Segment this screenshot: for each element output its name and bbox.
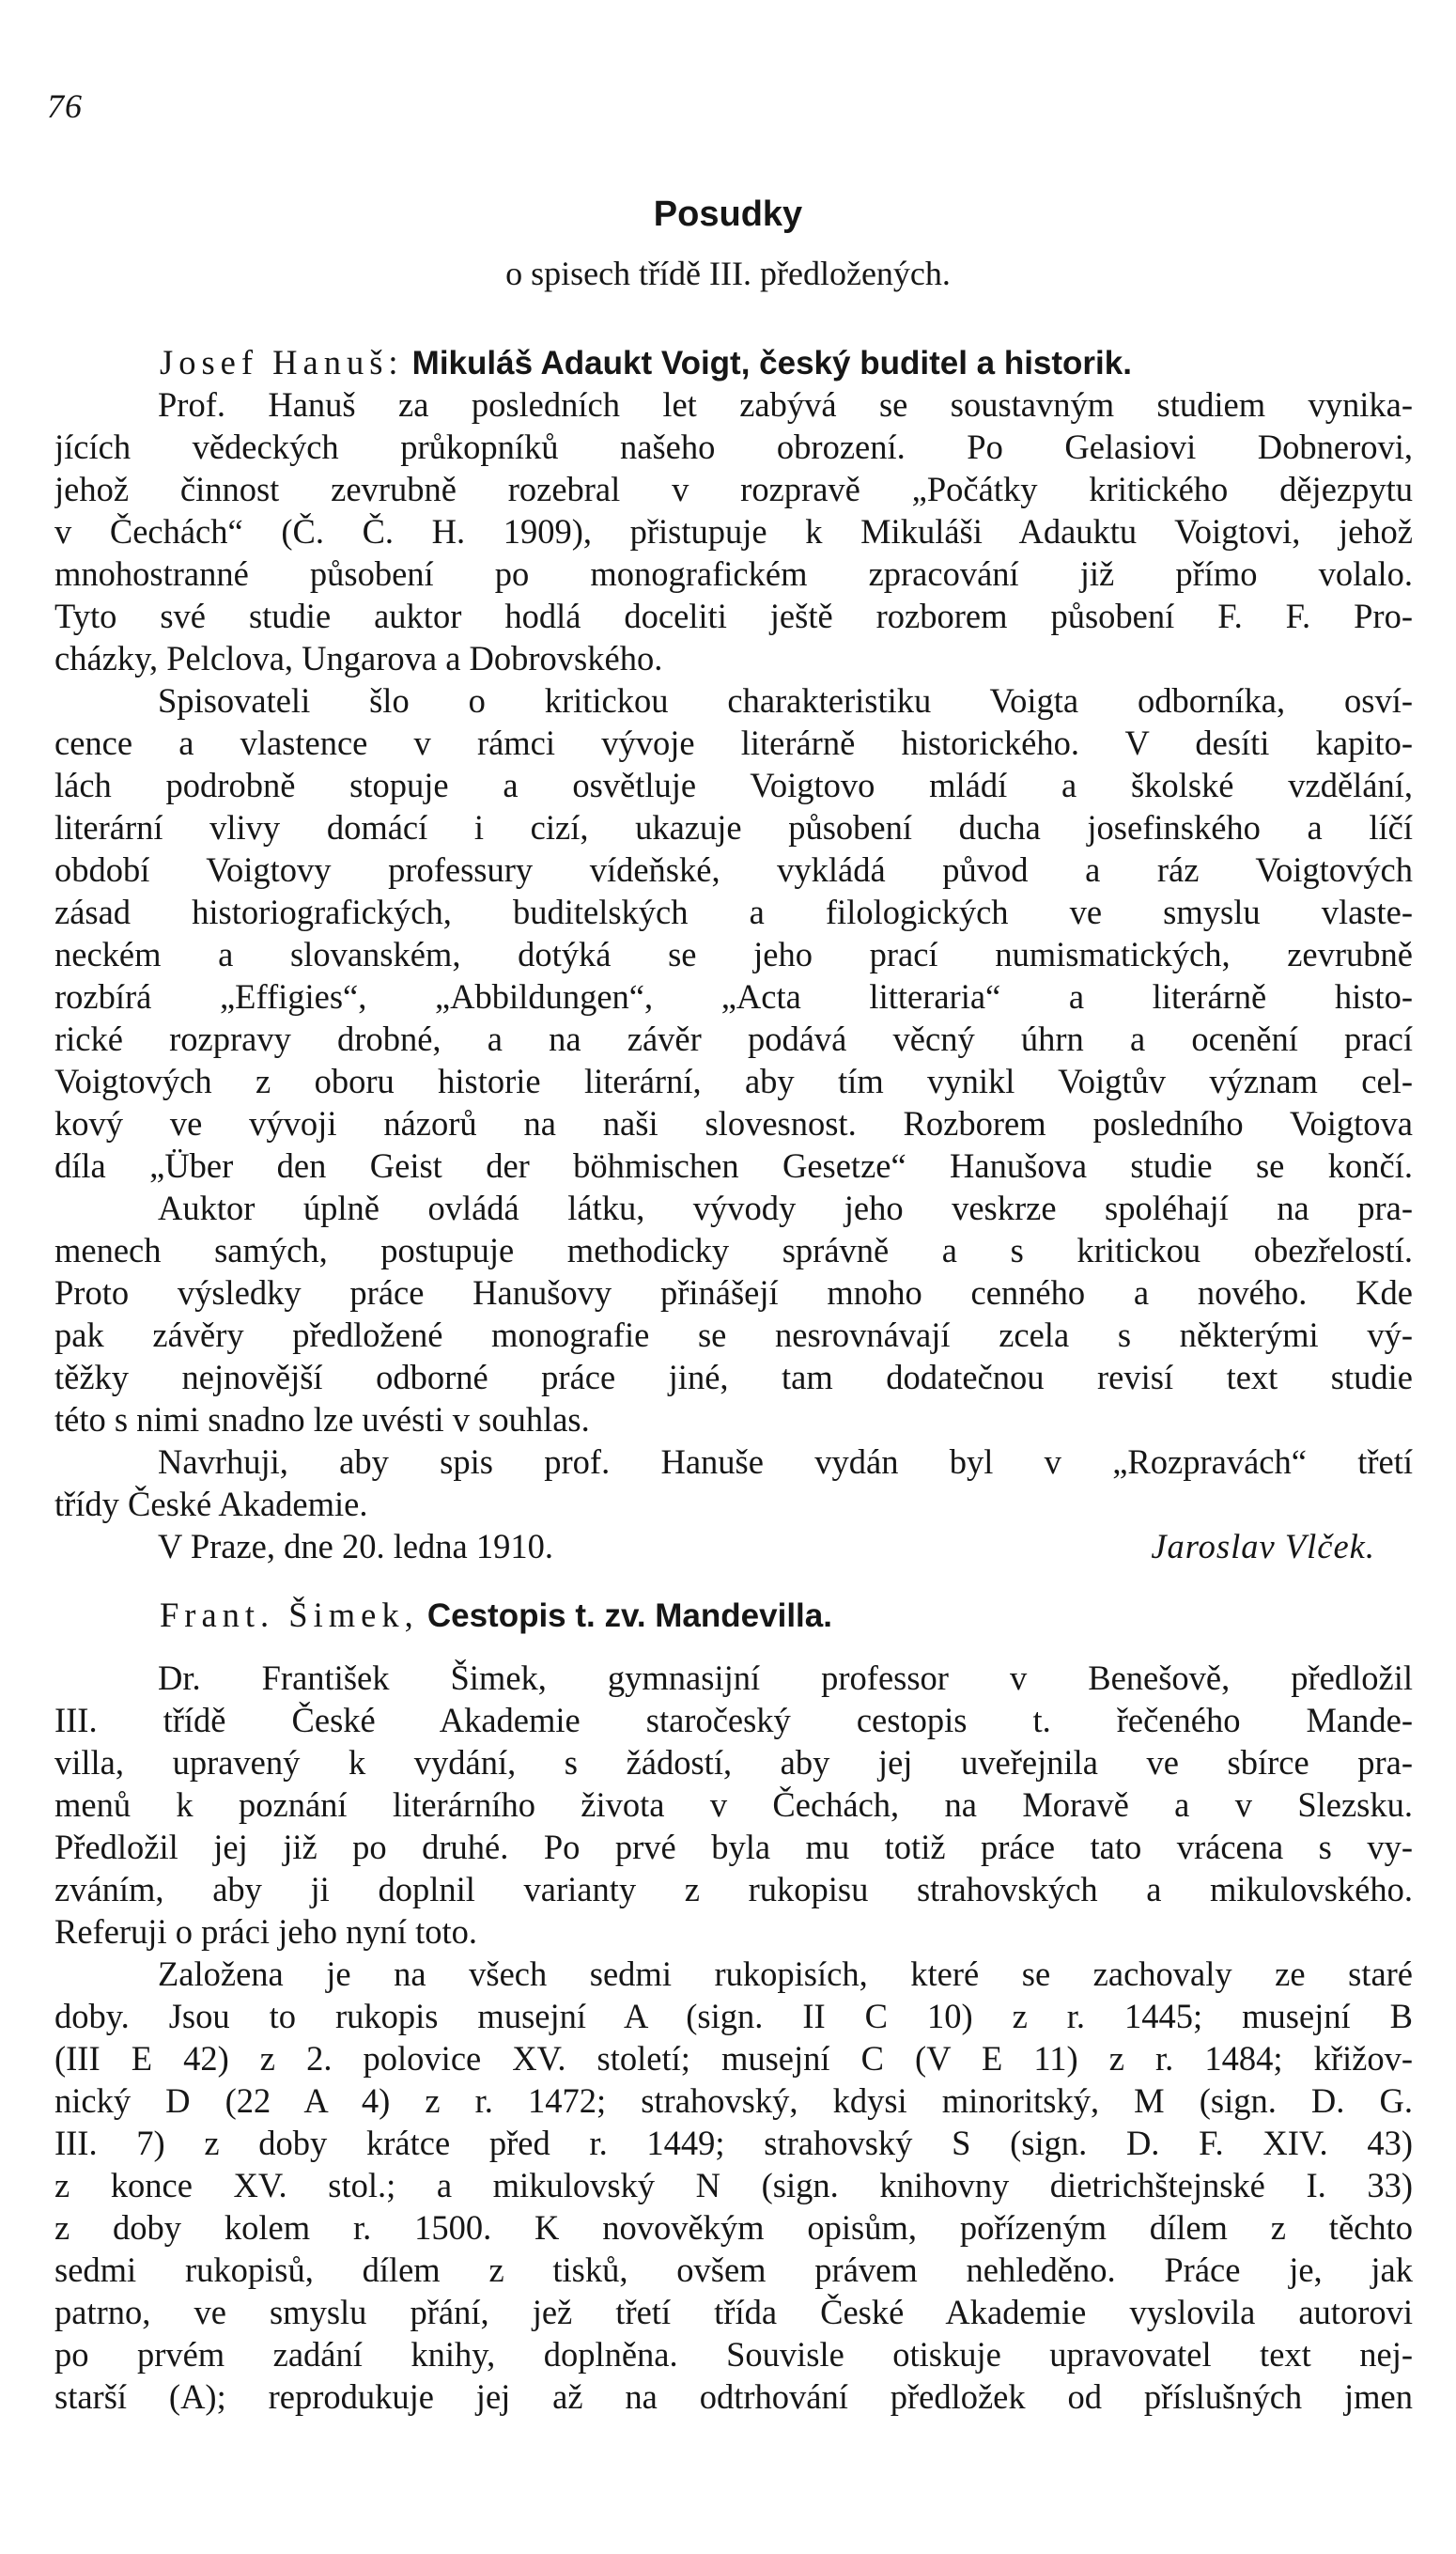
- review1-closing: [54, 1525, 1413, 1567]
- page-body: [54, 278, 1413, 2418]
- text-line: zásad historiografických, buditelských a filologických ve smyslu vlaste-: [54, 893, 1413, 931]
- text-line: starší (A); reprodukuje jej až na odtrhování předložek od příslušných jmen: [54, 2377, 1413, 2416]
- text-line: Dr. František Šimek, gymnasijní professor v Benešově, předložil: [158, 1659, 1413, 1697]
- review1-work-title: Mikuláš Adaukt Voigt, český buditel a historik.: [411, 345, 1132, 382]
- text-line: sedmi rukopisů, dílem z tisků, ovšem právem nehleděno. Práce je, jak: [54, 2250, 1413, 2289]
- review1-signature: Jaroslav Vlček.: [1151, 1527, 1375, 1565]
- text-line: Proto výsledky práce Hanušovy přinášejí mnoho cenného a nového. Kde: [54, 1273, 1413, 1312]
- text-line: této s nimi snadno lze uvésti v souhlas.: [54, 1400, 590, 1439]
- text-line: v Čechách“ (Č. Č. H. 1909), přistupuje k Mikuláši Adauktu Voigtovi, jehož: [54, 512, 1413, 551]
- text-line: zváním, aby ji doplnil varianty z rukopisu strahovských a mikulovského.: [54, 1870, 1413, 1908]
- review1-date: V Praze, dne 20. ledna 1910.: [158, 1527, 553, 1565]
- text-line: literární vlivy domácí i cizí, ukazuje působení ducha josefinského a líčí: [54, 808, 1413, 847]
- text-line: III. třídě České Akademie staročeský cestopis t. řečeného Mande-: [54, 1701, 1413, 1739]
- text-line: Auktor úplně ovládá látku, vývody jeho veskrze spoléhají na pra-: [158, 1189, 1413, 1227]
- text-line: Předložil jej již po druhé. Po prvé byla mu totiž práce tato vrácena s vy-: [54, 1828, 1413, 1866]
- text-line: kový ve vývoji názorů na naši slovesnost. Rozborem posledního Voigtova: [54, 1104, 1413, 1143]
- text-line: období Voigtovy professury vídeňské, vykládá původ a ráz Voigtových: [54, 850, 1413, 889]
- section-subtitle: o spisech třídě III. předložených.: [505, 255, 951, 292]
- page-number: 76: [47, 87, 83, 125]
- text-line: díla „Über den Geist der böhmischen Gesetze“ Hanušova studie se končí.: [54, 1146, 1413, 1185]
- text-line: Založena je na všech sedmi rukopisích, které se zachovaly ze staré: [158, 1954, 1413, 1993]
- text-line: rozbírá „Effigies“, „Abbildungen“, „Acta litteraria“ a literárně histo-: [54, 977, 1413, 1016]
- review2-heading: [54, 1594, 1413, 1636]
- text-line: z doby kolem r. 1500. K novověkým opisům, pořízeným dílem z těchto: [54, 2208, 1413, 2247]
- text-line: jehož činnost zevrubně rozebral v rozpravě „Počátky kritického dějezpytu: [54, 470, 1413, 508]
- text-line: lách podrobně stopuje a osvětluje Voigtovo mládí a školské vzdělání,: [54, 766, 1413, 804]
- review2-author: Frant. Šimek,: [160, 1596, 419, 1634]
- review1-heading: [54, 341, 1413, 383]
- text-line: pak závěry předložené monografie se nesrovnávají zcela s některými vý-: [54, 1316, 1413, 1354]
- section-title: Posudky: [653, 195, 803, 234]
- text-line: Tyto své studie auktor hodlá doceliti ještě rozborem působení F. F. Pro-: [54, 597, 1413, 635]
- text-line: Navrhuji, aby spis prof. Hanuše vydán byl v „Rozpravách“ třetí: [158, 1442, 1413, 1481]
- text-line: Spisovateli šlo o kritickou charakteristiku Voigta odborníka, osví-: [158, 681, 1413, 720]
- review1-text: [54, 383, 1413, 1567]
- review2-text: [54, 1657, 1413, 2418]
- text-line: těžky nejnovější odborné práce jiné, tam dodatečnou revisí text studie: [54, 1358, 1413, 1396]
- text-line: Prof. Hanuš za posledních let zabývá se soustavným studiem vynika-: [158, 385, 1413, 424]
- text-line: z konce XV. stol.; a mikulovský N (sign. knihovny dietrichštejnské I. 33): [54, 2166, 1413, 2204]
- text-line: neckém a slovanském, dotýká se jeho prací numismatických, zevrubně: [54, 935, 1413, 973]
- text-line: po prvém zadání knihy, doplněna. Souvisle otiskuje upravovatel text nej-: [54, 2335, 1413, 2374]
- text-line: villa, upravený k vydání, s žádostí, aby jej uveřejnila ve sbírce pra-: [54, 1743, 1413, 1782]
- text-line: nický D (22 A 4) z r. 1472; strahovský, kdysi minoritský, M (sign. D. G.: [54, 2081, 1413, 2120]
- text-line: cházky, Pelclova, Ungarova a Dobrovského.: [54, 639, 663, 677]
- text-line: menech samých, postupuje methodicky správně a s kritickou obezřelostí.: [54, 1231, 1413, 1269]
- text-line: cence a vlastence v rámci vývoje literárně historického. V desíti kapito-: [54, 724, 1413, 762]
- review2-work-title: Cestopis t. zv. Mandevilla.: [426, 1597, 832, 1634]
- text-line: patrno, ve smyslu přání, jež třetí třída České Akademie vyslovila autorovi: [54, 2293, 1413, 2331]
- text-line: rické rozpravy drobné, a na závěr podává věcný úhrn a ocenění prací: [54, 1020, 1413, 1058]
- text-line: třídy České Akademie.: [54, 1485, 368, 1523]
- text-line: Voigtových z oboru historie literární, aby tím vynikl Voigtův význam cel-: [54, 1062, 1413, 1100]
- text-line: III. 7) z doby krátce před r. 1449; strahovský S (sign. D. F. XIV. 43): [54, 2124, 1413, 2162]
- review1-author: Josef Hanuš:: [160, 343, 404, 382]
- text-line: (III E 42) z 2. polovice XV. století; musejní C (V E 11) z r. 1484; křižov-: [54, 2039, 1413, 2078]
- text-line: menů k poznání literárního života v Čechách, na Moravě a v Slezsku.: [54, 1785, 1413, 1824]
- text-line: doby. Jsou to rukopis musejní A (sign. II C 10) z r. 1445; musejní B: [54, 1997, 1413, 2035]
- text-line: mnohostranné působení po monografickém zpracování již přímo volalo.: [54, 554, 1413, 593]
- text-line: jících vědeckých průkopníků našeho obrození. Po Gelasiovi Dobnerovi,: [54, 428, 1413, 466]
- text-line: Referuji o práci jeho nyní toto.: [54, 1912, 478, 1951]
